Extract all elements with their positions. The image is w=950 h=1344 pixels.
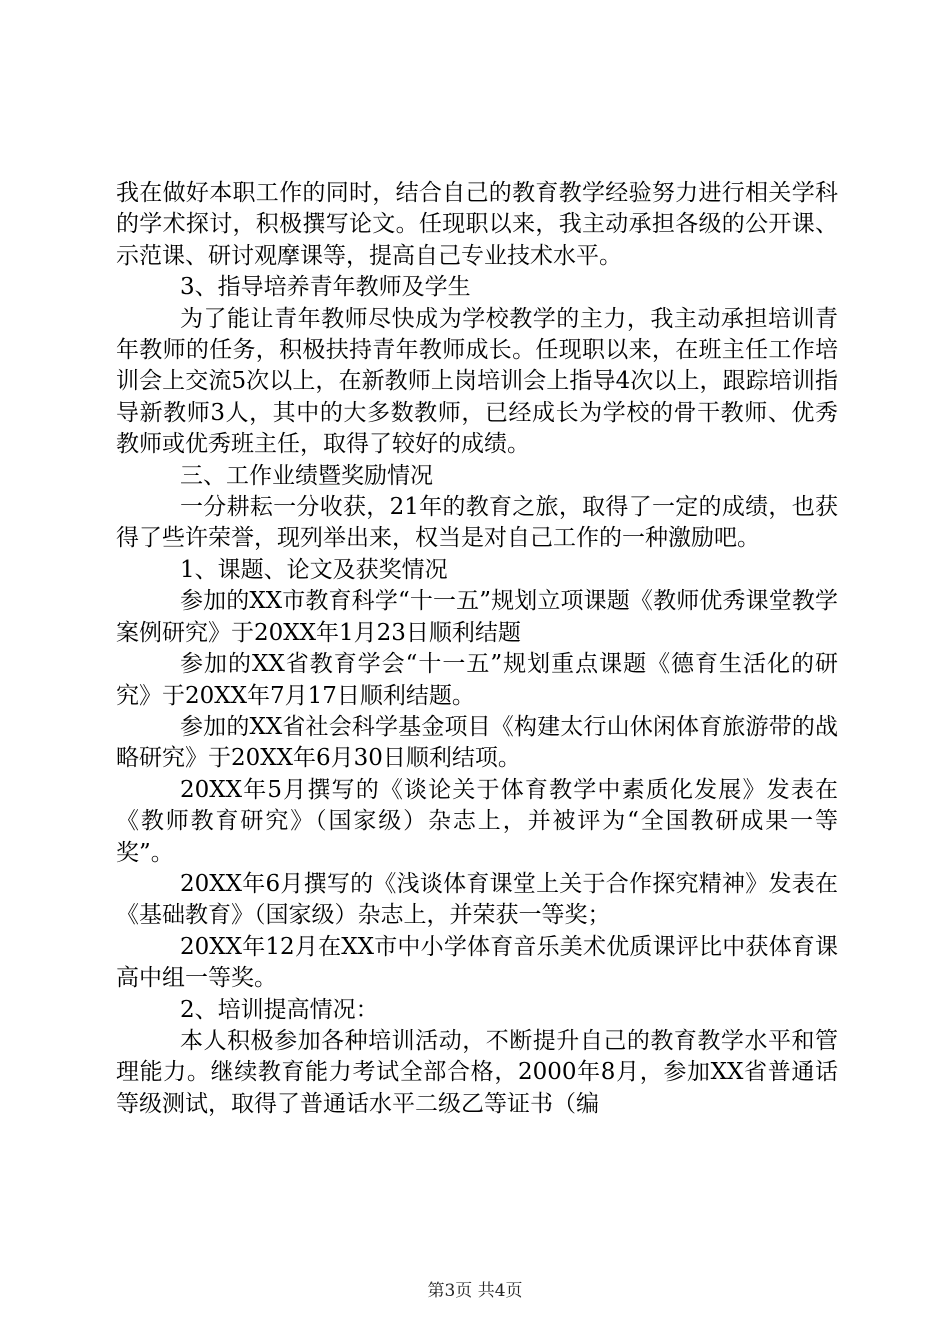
paragraph: 本人积极参加各种培训活动，不断提升自己的教育教学水平和管理能力。继续教育能力考试全部合格，2000年8月，参加XX省普通话等级测试，取得了普通话水平二级乙等证书（编 [116,1027,838,1117]
paragraph: 参加的XX市教育科学“十一五”规划立项课题《教师优秀课堂教学案例研究》于20XX年1月23日顺利结题 [116,588,838,646]
paragraph: 参加的XX省社会科学基金项目《构建太行山休闲体育旅游带的战略研究》于20XX年6月30日顺利结项。 [116,713,838,772]
paragraph: 20XX年6月撰写的《浅谈体育课堂上关于合作探究精神》发表在《基础教育》（国家级）杂志上，并荣获一等奖； [116,870,838,929]
page-footer: 第3页 共4页 [427,1281,523,1301]
paragraph: 一分耕耘一分收获，21年的教育之旅，取得了一定的成绩，也获得了些许荣誉，现列举出来，权当是对自己工作的一种激励吧。 [116,494,838,552]
paragraph: 我在做好本职工作的同时，结合自己的教育教学经验努力进行相关学科的学术探讨，积极撰写论文。任现职以来，我主动承担各级的公开课、示范课、研讨观摩课等，提高自己专业技术水平。 [116,180,838,269]
paragraph: 为了能让青年教师尽快成为学校教学的主力，我主动承担培训青年教师的任务，积极扶持青年教师成长。任现职以来，在班主任工作培训会上交流5次以上，在新教师上岗培训会上指导4次以上，跟踪培训指导新教师3人，其中的大多数教师，已经成长为学校的骨干教师、优秀教师或优秀班主任，取得了较好的成绩。 [116,305,838,458]
document-body [116,178,838,1120]
section-heading: 1、课题、论文及获奖情况 [180,556,448,583]
paragraph: 20XX年5月撰写的《谈论关于体育教学中素质化发展》发表在《教师教育研究》（国家级）杂志上，并被评为“全国教研成果一等奖”。 [116,776,838,866]
paragraph: 参加的XX省教育学会“十一五”规划重点课题《德育生活化的研究》于20XX年7月17日顺利结题。 [116,651,838,709]
section-heading: 3、指导培养青年教师及学生 [180,274,471,301]
section-heading: 三、工作业绩暨奖励情况 [180,462,433,489]
paragraph: 20XX年12月在XX市中小学体育音乐美术优质课评比中获体育课高中组一等奖。 [116,933,838,992]
section-heading: 2、培训提高情况： [180,996,379,1023]
